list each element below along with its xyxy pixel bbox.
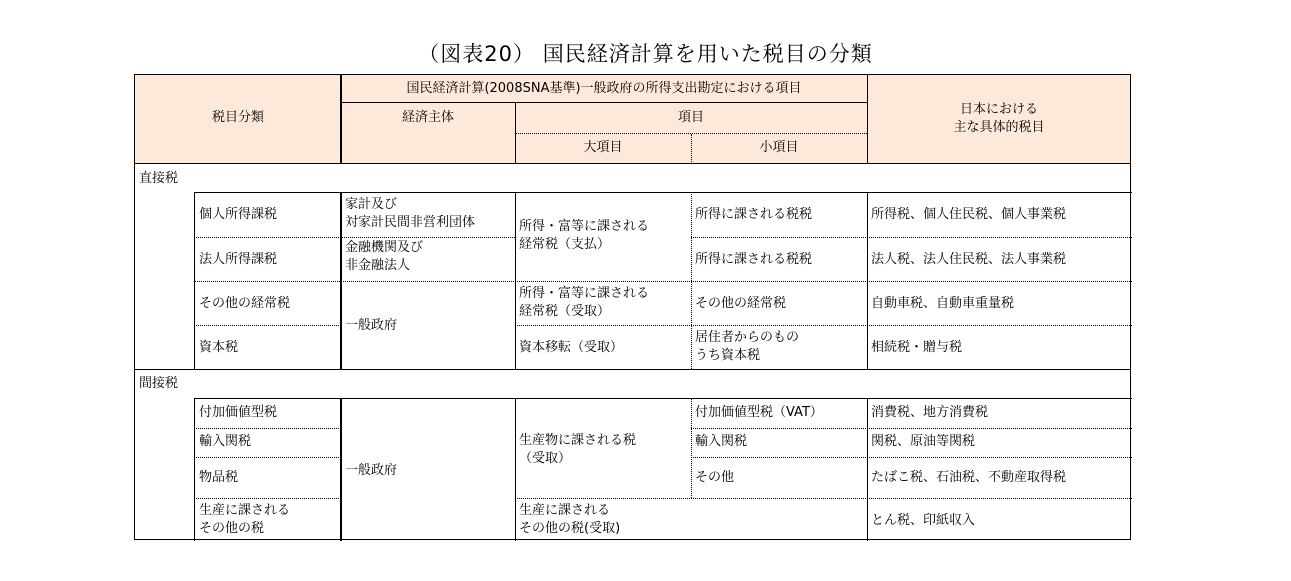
row-major: その他の税(受取) bbox=[519, 521, 621, 536]
divider bbox=[340, 75, 342, 164]
divider bbox=[515, 398, 516, 541]
divider bbox=[691, 134, 692, 164]
row-japan: 関税、原油等関税 bbox=[871, 434, 976, 449]
row-minor: その他の経常税 bbox=[695, 296, 787, 311]
page-title: （図表20） 国民経済計算を用いた税目の分類 bbox=[418, 42, 873, 66]
row-entity-gov: 一般政府 bbox=[345, 318, 398, 333]
row-entity: 対家計民間非営利団体 bbox=[345, 215, 476, 230]
divider bbox=[691, 192, 692, 369]
header-sna-group: 国民経済計算(2008SNA基準)一般政府の所得支出勘定における項目 bbox=[406, 81, 802, 96]
row-name: 個人所得課税 bbox=[199, 207, 278, 222]
divider bbox=[194, 498, 341, 499]
row-minor: 所得に課される税税 bbox=[695, 207, 813, 222]
row-entity: 非金融法人 bbox=[345, 258, 411, 273]
row-major: 経常税（受取） bbox=[519, 304, 611, 319]
divider bbox=[340, 398, 342, 541]
row-name: 付加価値型税 bbox=[199, 405, 278, 420]
divider bbox=[867, 192, 868, 369]
row-japan: とん税、印紙収入 bbox=[871, 513, 976, 528]
row-entity: 金融機関及び bbox=[345, 240, 424, 255]
row-japan: たばこ税、石油税、不動産取得税 bbox=[871, 470, 1067, 485]
divider bbox=[342, 237, 515, 238]
header-item: 項目 bbox=[677, 110, 704, 125]
divider bbox=[515, 325, 1132, 326]
divider bbox=[691, 428, 1132, 429]
row-name: 生産に課される bbox=[199, 503, 291, 518]
divider bbox=[135, 163, 1130, 164]
row-entity: 家計及び bbox=[345, 197, 398, 212]
section-indirect-tax: 間接税 bbox=[139, 376, 179, 391]
row-name: 輸入関税 bbox=[199, 434, 252, 449]
divider bbox=[194, 192, 195, 369]
row-major: 経常税（支払） bbox=[519, 237, 611, 252]
divider bbox=[135, 369, 1130, 370]
row-japan: 相続税・贈与税 bbox=[871, 340, 963, 355]
row-minor: 居住者からのもの bbox=[695, 330, 800, 345]
tax-classification-table bbox=[134, 74, 1131, 540]
row-major: 所得・富等に課される bbox=[519, 286, 650, 301]
row-minor: 輸入関税 bbox=[695, 434, 748, 449]
row-minor: うち資本税 bbox=[695, 348, 761, 363]
divider bbox=[194, 398, 195, 541]
row-japan: 消費税、地方消費税 bbox=[871, 405, 989, 420]
divider bbox=[194, 457, 341, 458]
section-direct-tax: 直接税 bbox=[139, 171, 179, 186]
divider bbox=[340, 192, 342, 369]
row-major: 生産に課される bbox=[519, 503, 611, 518]
divider bbox=[194, 398, 1132, 399]
header-japan-line2: 主な具体的税目 bbox=[953, 120, 1045, 135]
divider bbox=[194, 192, 1132, 193]
row-major: 所得・富等に課される bbox=[519, 219, 650, 234]
row-major: 生産物に課される税 bbox=[519, 433, 637, 448]
divider bbox=[515, 103, 516, 164]
row-name: 物品税 bbox=[199, 470, 239, 485]
row-name: その他の経常税 bbox=[199, 296, 291, 311]
row-minor: 所得に課される税税 bbox=[695, 252, 813, 267]
divider bbox=[515, 192, 516, 369]
header-japan-line1: 日本における bbox=[959, 102, 1038, 117]
row-name: 資本税 bbox=[199, 340, 239, 355]
divider bbox=[194, 325, 341, 326]
row-minor: その他 bbox=[695, 470, 735, 485]
divider bbox=[867, 398, 868, 541]
divider bbox=[691, 398, 692, 498]
row-japan: 法人税、法人住民税、法人事業税 bbox=[871, 252, 1067, 267]
divider bbox=[194, 237, 341, 238]
divider bbox=[691, 457, 1132, 458]
header-minor-item: 小項目 bbox=[759, 140, 799, 155]
row-japan: 所得税、個人住民税、個人事業税 bbox=[871, 207, 1067, 222]
row-minor: 付加価値型税（VAT） bbox=[695, 405, 823, 420]
divider bbox=[515, 498, 1132, 499]
row-major: （受取） bbox=[519, 451, 572, 466]
divider bbox=[194, 281, 1132, 282]
row-entity-gov: 一般政府 bbox=[345, 463, 398, 478]
header-economic-entity: 経済主体 bbox=[401, 110, 454, 125]
row-major: 資本移転（受取） bbox=[519, 340, 624, 355]
divider bbox=[341, 102, 867, 103]
divider bbox=[194, 428, 341, 429]
divider bbox=[867, 75, 868, 164]
divider bbox=[691, 237, 1132, 238]
header-category: 税目分類 bbox=[211, 110, 264, 125]
row-japan: 自動車税、自動車重量税 bbox=[871, 296, 1015, 311]
row-name: その他の税 bbox=[199, 521, 265, 536]
header-major-item: 大項目 bbox=[583, 140, 623, 155]
row-name: 法人所得課税 bbox=[199, 252, 278, 267]
